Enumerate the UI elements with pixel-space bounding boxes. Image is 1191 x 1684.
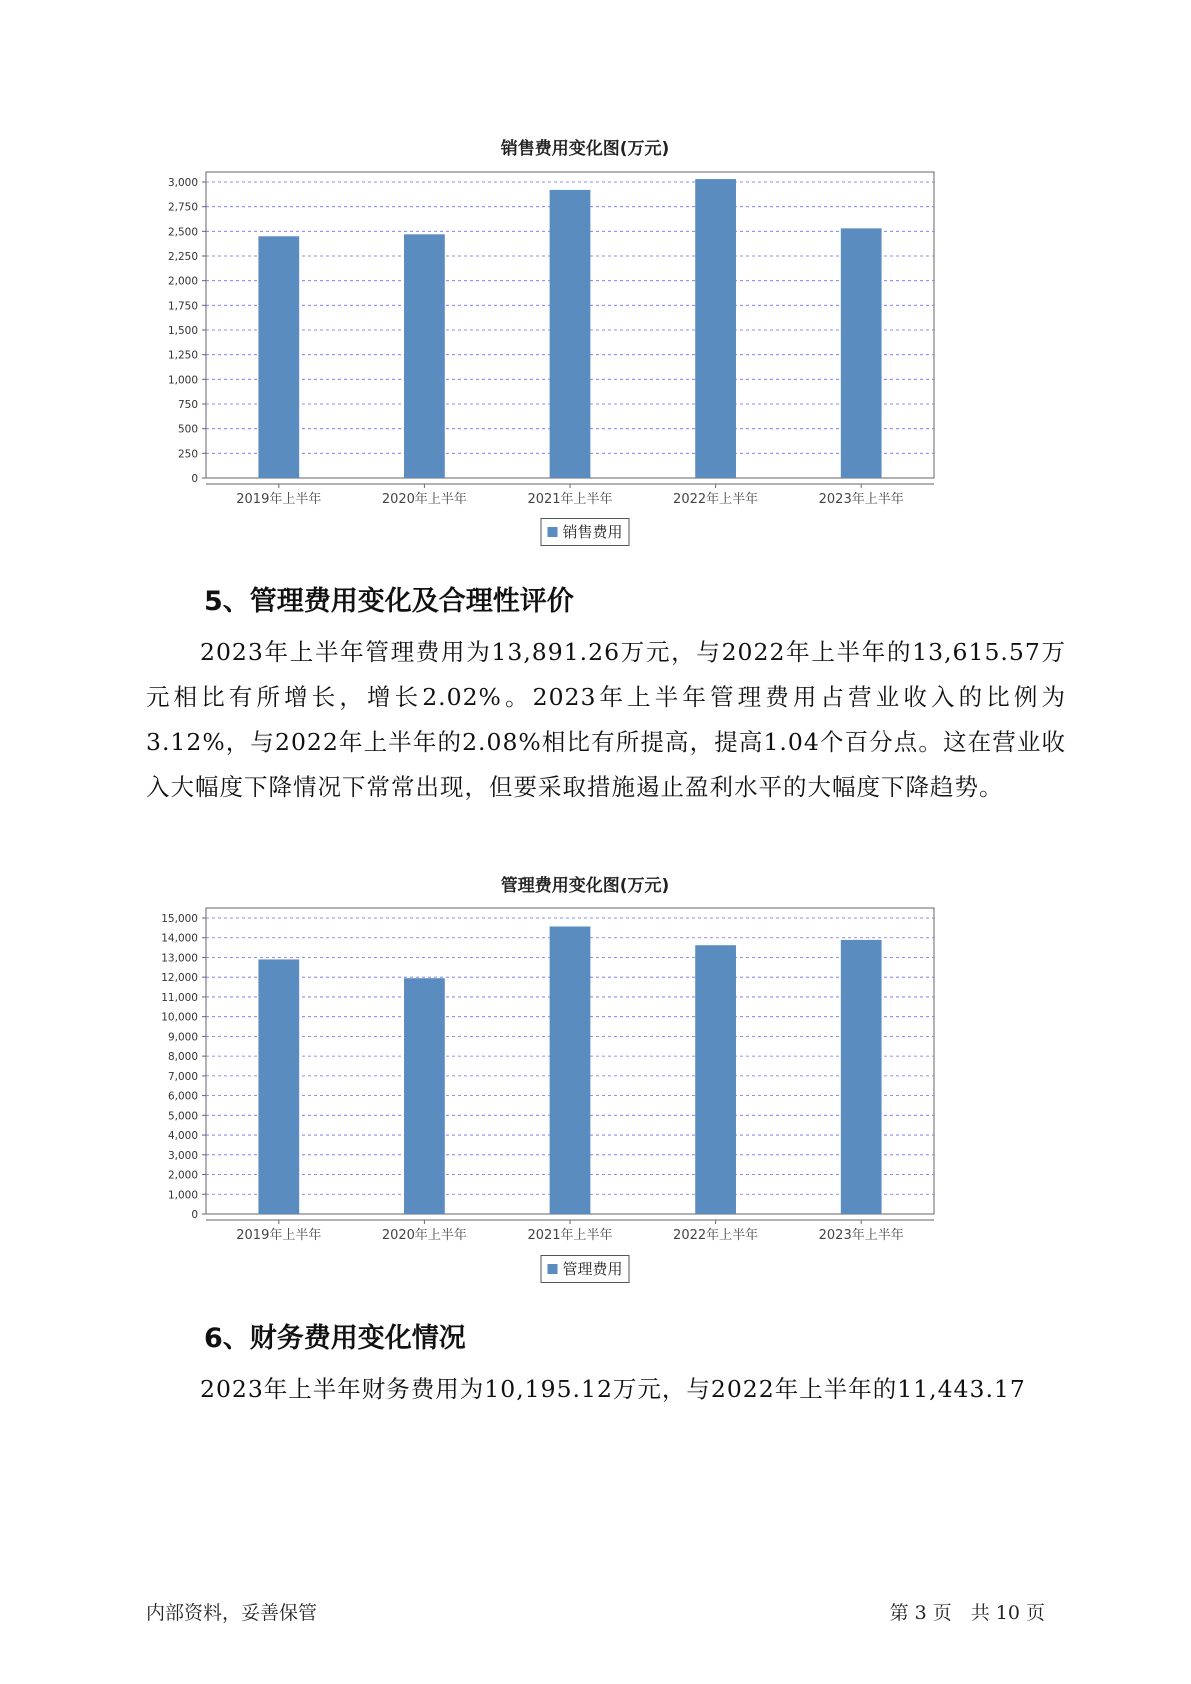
y-tick-label: 1,250 <box>167 349 198 362</box>
y-tick-label: 13,000 <box>161 952 198 965</box>
y-tick-label: 0 <box>191 473 198 485</box>
admin-expense-chart <box>150 866 1020 1286</box>
y-tick-label: 7,000 <box>167 1070 198 1083</box>
legend-swatch <box>547 527 557 537</box>
y-tick-label: 0 <box>191 1209 198 1221</box>
bar <box>404 234 445 478</box>
bar <box>841 228 882 478</box>
y-tick-label: 4,000 <box>167 1130 198 1143</box>
chart-legend <box>540 518 629 546</box>
y-tick-label: 11,000 <box>161 991 198 1004</box>
legend-label: 销售费用 <box>562 523 623 541</box>
footer-page-number: 第 3 页 共 10 页 <box>889 1602 1045 1624</box>
y-tick-label: 250 <box>177 448 198 461</box>
x-tick-label: 2023年上半年 <box>818 1228 904 1243</box>
y-tick-label: 9,000 <box>167 1031 198 1044</box>
section-6-heading: 6、财务费用变化情况 <box>204 1323 466 1354</box>
admin-expense-chart-plot <box>150 904 1020 1284</box>
y-tick-label: 10,000 <box>161 1011 198 1024</box>
y-tick-label: 2,750 <box>167 201 198 214</box>
footer-confidential-note: 内部资料，妥善保管 <box>146 1602 318 1624</box>
bar <box>695 945 736 1214</box>
legend-label: 管理费用 <box>562 1260 623 1278</box>
y-tick-label: 1,500 <box>167 325 198 337</box>
bar <box>841 940 882 1214</box>
bar <box>258 236 299 478</box>
x-tick-label: 2023年上半年 <box>818 492 904 507</box>
sales-expense-chart-plot <box>150 168 1020 548</box>
y-tick-label: 750 <box>177 399 198 411</box>
chart-title: 管理费用变化图(万元) <box>500 876 670 896</box>
section-5-paragraph: 2023年上半年管理费用为13,891.26万元，与2022年上半年的13,615.57万元相比有所增长，增长2.02%。2023年上半年管理费用占营业收入的比例为3.12%，与2022年上半年的2.08%相比有所提高，提高1.04个百分点。这在营业收入大幅度下降情况下常常出现，但要采取措施遏止盈利水平的大幅度下降趋势。 <box>146 638 1066 801</box>
x-tick-label: 2020年上半年 <box>381 1228 467 1243</box>
bar <box>258 959 299 1214</box>
bar <box>404 978 445 1214</box>
bar <box>550 926 591 1214</box>
y-tick-label: 3,000 <box>167 177 198 189</box>
x-tick-label: 2020年上半年 <box>381 492 467 507</box>
x-tick-label: 2022年上半年 <box>673 492 759 507</box>
y-tick-label: 12,000 <box>161 972 198 985</box>
bar <box>695 179 736 478</box>
y-tick-label: 2,000 <box>167 275 198 288</box>
y-tick-label: 1,750 <box>167 300 198 313</box>
x-tick-label: 2019年上半年 <box>236 492 322 507</box>
y-tick-label: 2,000 <box>167 1169 198 1182</box>
y-tick-label: 14,000 <box>161 932 198 945</box>
y-tick-label: 3,000 <box>167 1149 198 1162</box>
sales-expense-chart <box>150 128 1020 548</box>
x-tick-label: 2019年上半年 <box>236 1228 322 1243</box>
section-5-heading: 5、管理费用变化及合理性评价 <box>204 586 574 617</box>
y-tick-label: 1,000 <box>167 374 198 387</box>
y-tick-label: 2,500 <box>167 226 198 239</box>
y-tick-label: 5,000 <box>167 1110 198 1123</box>
chart-legend <box>540 1255 629 1283</box>
y-tick-label: 8,000 <box>167 1051 198 1064</box>
y-tick-label: 6,000 <box>167 1090 198 1103</box>
x-tick-label: 2021年上半年 <box>527 1228 613 1243</box>
x-tick-label: 2021年上半年 <box>527 492 613 507</box>
bar <box>550 190 591 478</box>
y-tick-label: 1,000 <box>167 1189 198 1202</box>
y-tick-label: 2,250 <box>167 251 198 263</box>
y-tick-label: 15,000 <box>161 913 198 925</box>
section-6-paragraph: 2023年上半年财务费用为10,195.12万元，与2022年上半年的11,443.17 <box>200 1375 1026 1403</box>
y-tick-label: 500 <box>177 423 198 436</box>
legend-swatch <box>547 1264 557 1274</box>
chart-title: 销售费用变化图(万元) <box>500 139 670 159</box>
x-tick-label: 2022年上半年 <box>673 1228 759 1243</box>
